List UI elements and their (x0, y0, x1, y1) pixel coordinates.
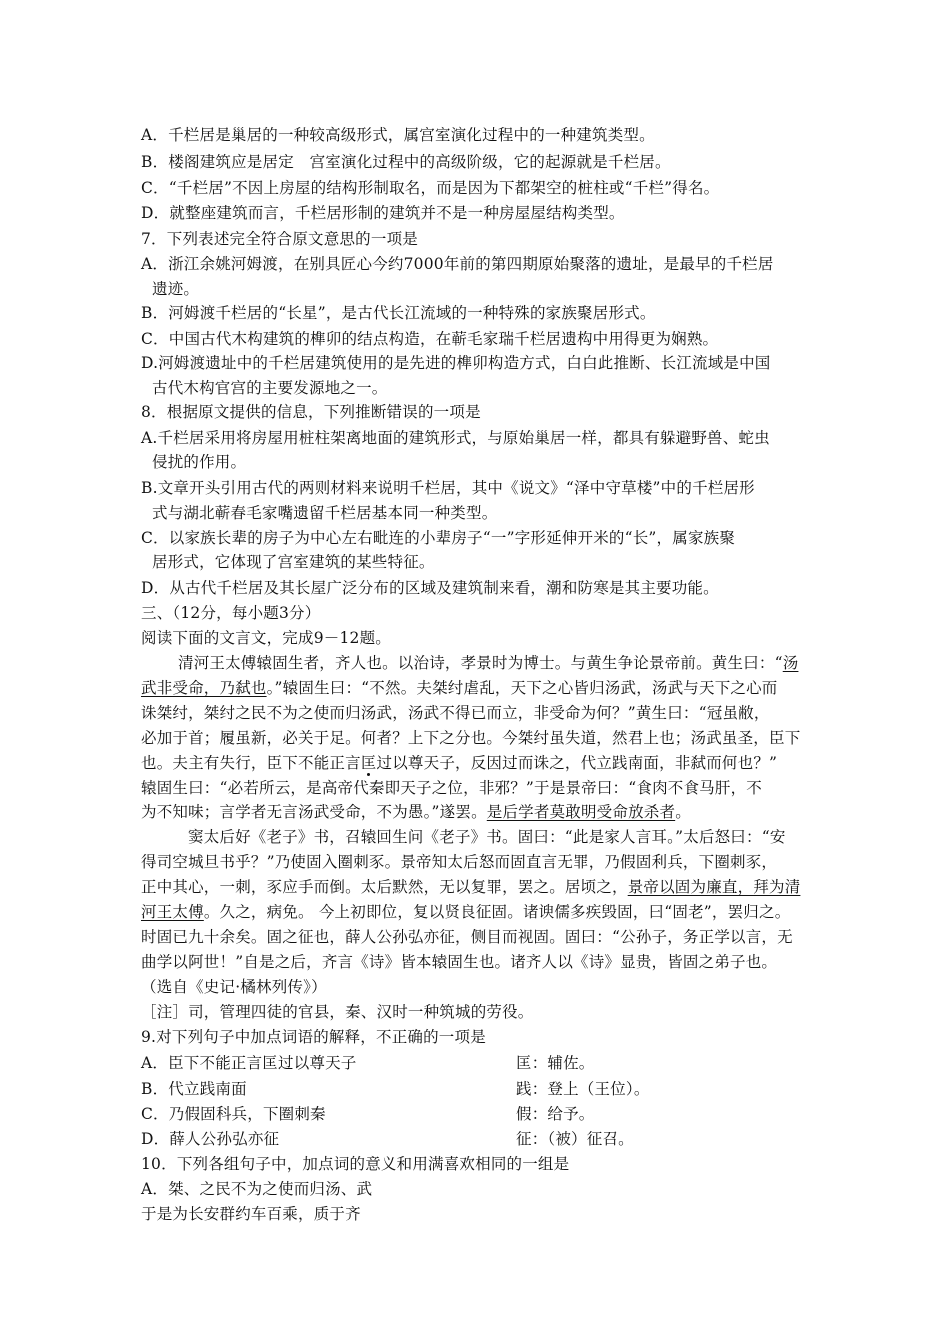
passage-text: 。”辕固生曰：“不然。夫桀纣虐乱，天下之心皆归汤武，汤武与天下之心而 (266, 679, 778, 697)
q7-option-d-cont: 古代木构官宫的主要发源地之一。 (152, 379, 388, 397)
underlined-sentence: 汤 (782, 654, 799, 672)
underlined-sentence: 景帝以固为廉直，拜为清 (627, 878, 801, 896)
q9-option-d: D．薛人公孙弘亦征 (141, 1130, 280, 1148)
passage-line (178, 652, 798, 674)
underlined-sentence: 河王太傅 (141, 903, 204, 921)
q6-option-a: A．千栏居是巢居的一种较高级形式，属宫室演化过程中的一种建筑类型。 (141, 126, 655, 144)
passage-text: 。久之，病免。 今上初即位，复以贤良征固。诸谀儒多疾毁固，曰“固老”，罢归之。 (203, 903, 791, 921)
section-instruction: 阅读下面的文言文，完成9－12题。 (141, 629, 391, 647)
passage-text: 过以尊天子，反因过而诛之，代立践南面，非弑而何也？” (376, 754, 778, 772)
passage-text: 清河王太傅辕固生者，齐人也。以治诗，孝景时为博士。与黄生争论景帝前。黄生曰：“ (178, 654, 783, 672)
q7-option-a-cont: 遗迹。 (152, 280, 200, 298)
q9-option-b: B．代立践南面 (141, 1080, 247, 1098)
q10-option-a-second: 于是为长安群约车百乘，质于齐 (141, 1205, 361, 1223)
q9-option-a: A．臣下不能正言匡过以尊天子 (141, 1054, 357, 1072)
q8-option-a: A.千栏居采用将房屋用桩柱架离地面的建筑形式，与原始巢居一样，都具有躲避野兽、蛇虫 (141, 429, 770, 447)
passage-note: ［注］司，管理四徒的官县，秦、汉时一种筑城的劳役。 (141, 1003, 534, 1021)
passage-source: （选自《史记·橘林列传》） (141, 978, 327, 996)
q7-option-a: A．浙江余姚河姆渡，在别具匠心今约7000年前的第四期原始聚落的遗址，是最早的千栏居 (141, 255, 774, 273)
passage-line: 辕固生曰：“必若所云，是高帝代秦即天子之位，非邪？”于是景帝曰：“食肉不食马肝，不 (141, 779, 762, 797)
passage-text: 为不知味；言学者无言汤武受命，不为愚。”遂罢。 (141, 803, 487, 821)
underlined-sentence: 是后学者莫敢明受命放杀者 (486, 803, 676, 821)
passage-line: 曲学以阿世！”自是之后，齐言《诗》皆本辕固生也。诸齐人以《诗》显贵，皆固之弟子也。 (141, 953, 778, 971)
passage-line: 时固已九十余矣。固之征也，薛人公孙弘亦征，侧目而视固。固曰：“公孙子，务正学以言，无 (141, 928, 793, 946)
q9-gloss-d: 征：（被）征召。 (516, 1130, 634, 1148)
q10-stem: 10．下列各组句子中，加点词的意义和用满喜欢相同的一组是 (141, 1155, 570, 1173)
q9-gloss-b: 践：登上（王位）。 (516, 1080, 650, 1098)
passage-line: 窦太后好《老子》书，召辕回生问《老子》书。固曰：“此是家人言耳。”太后怒曰：“安 (188, 828, 786, 846)
q6-option-c: C．“千栏居”不因上房屋的结构形制取名，而是因为下都架空的桩柱或“千栏”得名。 (141, 179, 720, 197)
q6-option-d: D．就整座建筑而言，千栏居形制的建筑并不是一种房屋屋结构类型。 (141, 204, 625, 222)
q7-option-d: D.河姆渡遗址中的千栏居建筑使用的是先进的榫卯构造方式，白白此推断、长江流域是中国 (141, 354, 771, 372)
section-heading: 三、（12分，每小题3分） (141, 604, 321, 622)
passage-line (141, 752, 777, 774)
underlined-sentence: 武非受命，乃弑也 (141, 679, 267, 697)
q7-option-b: B．河姆渡千栏居的“长星”，是古代长江流域的一种特殊的家族聚居形式。 (141, 304, 656, 322)
q9-gloss-c: 假：给予。 (516, 1105, 595, 1123)
passage-text: 正中其心，一刺，豕应手而倒。太后默然，无以复罪，罢之。居顷之， (141, 878, 628, 896)
dotted-word: 匡 (360, 754, 377, 772)
passage-line: 必加于首；履虽新，必关于足。何者？上下之分也。今桀纣虽失道，然君上也；汤武虽圣，臣下 (141, 729, 801, 747)
q8-option-b: B.文章开头引用古代的两则材料来说明千栏居，其中《说文》“泽中守草楼”中的千栏居形 (141, 479, 755, 497)
passage-line (141, 901, 790, 923)
q9-option-c: C．乃假固科兵，下圈刺秦 (141, 1105, 326, 1123)
q9-gloss-a: 匡：辅佐。 (516, 1054, 595, 1072)
q8-stem: 8．根据原文提供的信息，下列推断错误的一项是 (141, 403, 481, 421)
q9-stem: 9.对下列句子中加点词语的解释，不正确的一项是 (141, 1028, 486, 1046)
q8-option-a-cont: 侵扰的作用。 (152, 453, 247, 471)
q8-option-c: C．以家族长辈的房子为中心左右毗连的小辈房子“一”字形延伸开米的“长”，属家族聚 (141, 529, 736, 547)
q10-option-a: A．桀、之民不为之使而归汤、武 (141, 1180, 373, 1198)
passage-text: 。 (675, 803, 691, 821)
q6-option-b: B．楼阁建筑应是居定 宫室演化过程中的高级阶级，它的起源就是千栏居。 (141, 153, 671, 171)
passage-line (141, 801, 691, 823)
q8-option-c-cont: 居形式，它体现了宫室建筑的某些特征。 (152, 553, 435, 571)
passage-text: 也。夫主有失行，臣下不能正言 (141, 754, 361, 772)
passage-line: 诛桀纣，桀纣之民不为之使而归汤武，汤武不得已而立，非受命为何？”黄生曰：“冠虽敝， (141, 704, 770, 722)
q7-stem: 7．下列表述完全符合原文意思的一项是 (141, 230, 418, 248)
q8-option-d: D．从古代千栏居及其长屋广泛分布的区域及建筑制来看，潮和防寒是其主要功能。 (141, 579, 719, 597)
q7-option-c: C．中国古代木构建筑的榫卯的结点构造，在蕲毛家瑞千栏居遗构中用得更为娴熟。 (141, 330, 719, 348)
passage-line: 得司空城旦书乎？”乃使固入圈刺豕。景帝知太后怒而固直言无罪，乃假固利兵，下圈刺豕， (141, 853, 778, 871)
passage-line (141, 876, 800, 898)
passage-line (141, 677, 778, 699)
q8-option-b-cont: 式与湖北蕲春毛家嘴遗留千栏居基本同一种类型。 (152, 504, 498, 522)
